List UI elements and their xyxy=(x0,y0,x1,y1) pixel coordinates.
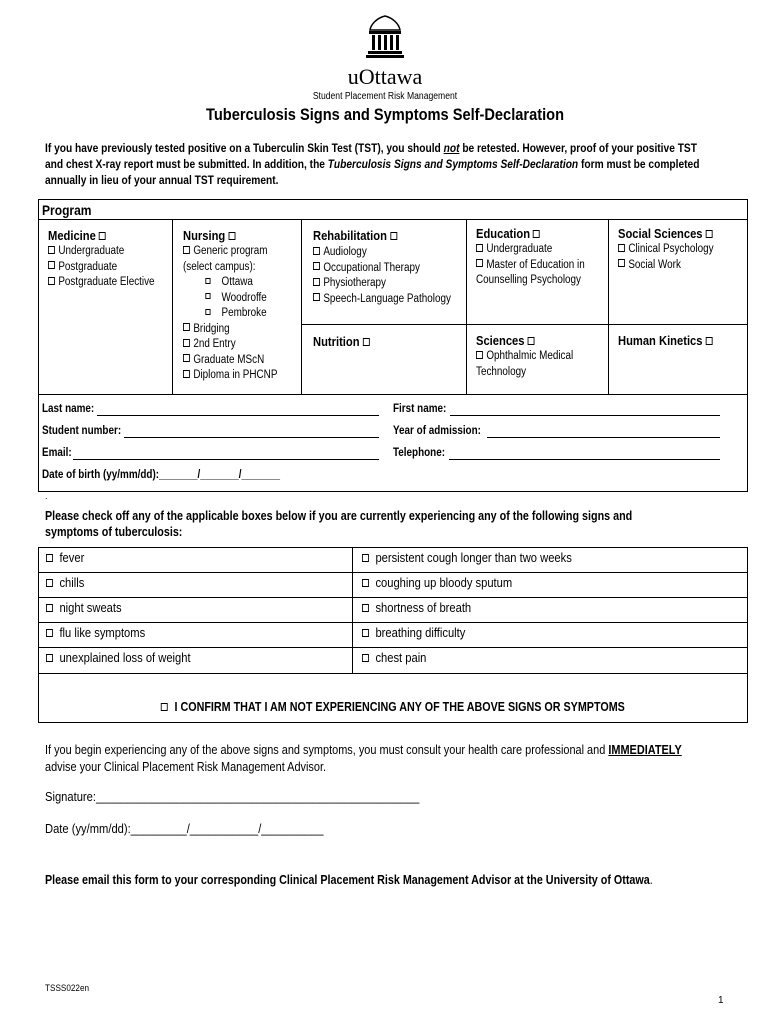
form-code: TSSS022en xyxy=(45,983,90,994)
intro-form-name: Tuberculosis Signs and Symptoms Self-Declaration xyxy=(327,157,579,171)
nutrition-header[interactable] xyxy=(313,334,373,349)
social-sciences-option[interactable] xyxy=(618,242,716,258)
option-label-continuation: Technology xyxy=(476,365,527,378)
medicine-option[interactable] xyxy=(48,244,155,260)
education-option[interactable] xyxy=(476,258,585,274)
program-divider-3 xyxy=(466,219,467,394)
student-number-label: Student number: xyxy=(42,425,122,437)
social-sciences-header[interactable] xyxy=(618,226,716,241)
program-grid-top xyxy=(38,219,748,220)
nursing-option[interactable] xyxy=(183,337,277,353)
option-label: Social Work xyxy=(628,258,681,271)
program-divider-4 xyxy=(608,219,609,394)
rehabilitation-option[interactable] xyxy=(313,261,451,277)
email-instruction-text: Please email this form to your corresponding Clinical Placement Risk Management Advisor at the University of Ottawa xyxy=(45,873,650,887)
select-campus-label: (select campus): xyxy=(183,260,256,273)
symptom-label: fever xyxy=(59,550,85,565)
program-mid-line-left xyxy=(301,324,466,325)
nutrition-label: Nutrition xyxy=(313,334,360,349)
sciences-column xyxy=(476,333,573,380)
rehabilitation-option[interactable] xyxy=(313,245,451,261)
email-field[interactable] xyxy=(73,459,379,460)
education-column xyxy=(476,226,585,289)
human-kinetics-checkbox[interactable] xyxy=(706,337,713,345)
checkbox[interactable] xyxy=(313,262,320,270)
rehabilitation-option[interactable] xyxy=(313,276,451,292)
last-name-field[interactable] xyxy=(97,415,379,416)
checkbox[interactable] xyxy=(46,579,53,587)
option-label: Master of Education in xyxy=(486,258,585,271)
symptoms-row-line xyxy=(38,673,748,674)
year-of-admission-label: Year of admission: xyxy=(393,425,481,437)
symptoms-row-line xyxy=(38,572,748,573)
symptom-label: persistent cough longer than two weeks xyxy=(375,550,572,565)
symptom-night-sweats[interactable] xyxy=(46,600,122,615)
nursing-header[interactable] xyxy=(183,228,277,243)
campus-label: Ottawa xyxy=(221,276,253,288)
telephone-label: Telephone: xyxy=(393,447,446,459)
checkbox[interactable] xyxy=(46,654,53,662)
medicine-column xyxy=(48,228,155,291)
checkbox[interactable] xyxy=(48,277,55,285)
advice-text-2: advise your Clinical Placement Risk Management Advisor. xyxy=(45,759,327,774)
checkbox[interactable] xyxy=(46,554,53,562)
last-name-label: Last name: xyxy=(42,403,95,415)
department-name: Student Placement Risk Management xyxy=(312,91,458,102)
intro-text-1: If you have previously tested positive on a Tuberculin Skin Test (TST), you should xyxy=(45,141,444,155)
checkbox[interactable] xyxy=(476,259,483,267)
option-label: Ophthalmic Medical xyxy=(486,350,574,362)
year-of-admission-field[interactable] xyxy=(487,437,720,438)
campus-option[interactable] xyxy=(183,275,277,291)
symptom-shortness-of-breath[interactable] xyxy=(362,600,471,615)
option-label: Generic program xyxy=(193,245,268,257)
social-sciences-column xyxy=(618,226,716,273)
symptoms-instruction: Please check off any of the applicable boxes below if you are currently experiencing any of the following signs and symptoms of tuberculosis: xyxy=(45,509,633,539)
email-label: Email: xyxy=(42,447,72,459)
nursing-option[interactable] xyxy=(183,353,277,369)
symptoms-col-divider xyxy=(352,547,353,673)
rehabilitation-column xyxy=(313,228,451,307)
rehabilitation-label: Rehabilitation xyxy=(313,228,387,243)
symptom-label: chest pain xyxy=(375,650,427,665)
education-checkbox[interactable] xyxy=(533,230,540,238)
first-name-label: First name: xyxy=(393,403,447,415)
social-sciences-checkbox[interactable] xyxy=(706,230,713,238)
logo-wordmark: uOttawa xyxy=(347,64,423,89)
checkbox[interactable] xyxy=(48,246,55,254)
intro-text-3: form must be completed annually in lieu of your annual TST requirement. xyxy=(45,157,700,187)
nutrition-checkbox[interactable] xyxy=(363,338,370,346)
checkbox[interactable] xyxy=(618,259,625,267)
program-grid-bottom xyxy=(38,394,748,395)
sciences-header[interactable] xyxy=(476,333,573,348)
checkbox[interactable] xyxy=(313,247,320,255)
program-mid-line-right xyxy=(466,324,748,325)
campus-option[interactable] xyxy=(183,306,277,322)
checkbox[interactable] xyxy=(618,244,625,252)
signature-field[interactable]: Signature:____________________________________________________ xyxy=(45,789,420,804)
advice-text-1: If you begin experiencing any of the above signs and symptoms, you must consult your health care professional and xyxy=(45,742,609,757)
rehabilitation-checkbox[interactable] xyxy=(390,232,397,240)
checkbox[interactable] xyxy=(183,354,190,362)
symptom-label: night sweats xyxy=(59,600,122,615)
option-label: Undergraduate xyxy=(58,245,125,257)
checkbox[interactable] xyxy=(362,629,369,637)
option-label-continuation: Counselling Psychology xyxy=(476,274,582,286)
medicine-label: Medicine xyxy=(48,228,96,243)
campus-label: Woodroffe xyxy=(221,291,267,304)
date-of-birth-field[interactable]: Date of birth (yy/mm/dd):_______/_______/_______ xyxy=(42,469,281,481)
checkbox[interactable] xyxy=(313,293,320,301)
education-label: Education xyxy=(476,226,531,241)
medicine-option[interactable] xyxy=(48,260,155,276)
page-title: Tuberculosis Signs and Symptoms Self-Declaration xyxy=(205,105,565,124)
symptom-label: chills xyxy=(59,575,85,590)
checkbox[interactable] xyxy=(183,370,190,378)
checkbox[interactable] xyxy=(46,604,53,612)
symptom-persistent-cough[interactable] xyxy=(362,550,572,565)
medicine-header[interactable] xyxy=(48,228,155,243)
option-label: Graduate MScN xyxy=(193,353,265,366)
checkbox[interactable] xyxy=(476,244,483,252)
telephone-field[interactable] xyxy=(449,459,720,460)
option-label: Occupational Therapy xyxy=(323,261,420,274)
sciences-option[interactable] xyxy=(476,349,573,365)
sciences-checkbox[interactable] xyxy=(528,337,535,345)
social-sciences-label: Social Sciences xyxy=(618,226,703,241)
symptom-chills[interactable] xyxy=(46,575,84,590)
confirm-label: I CONFIRM THAT I AM NOT EXPERIENCING ANY OF THE ABOVE SIGNS OR SYMPTOMS xyxy=(174,700,625,714)
symptoms-row-line xyxy=(38,597,748,598)
checkbox[interactable] xyxy=(205,278,210,284)
rehabilitation-option[interactable] xyxy=(313,292,451,308)
symptom-flu[interactable] xyxy=(46,625,145,640)
email-instruction xyxy=(45,873,653,887)
option-label: Clinical Psychology xyxy=(628,243,714,255)
symptoms-row-line xyxy=(38,647,748,648)
social-sciences-option[interactable] xyxy=(618,258,716,274)
checkbox[interactable] xyxy=(183,339,190,347)
checkbox[interactable] xyxy=(205,309,210,315)
option-label: Bridging xyxy=(193,322,230,335)
education-option[interactable] xyxy=(476,242,585,258)
confirm-no-symptoms[interactable] xyxy=(135,700,651,714)
intro-text-2: be retested. However, proof of your positive TST and chest X-ray report must be submitted. In addition, the xyxy=(45,141,697,171)
checkbox[interactable] xyxy=(48,261,55,269)
checkbox[interactable] xyxy=(362,579,369,587)
checkbox[interactable] xyxy=(362,604,369,612)
advice-paragraph xyxy=(45,741,713,775)
nursing-option-generic[interactable] xyxy=(183,244,277,260)
intro-paragraph xyxy=(45,140,712,188)
intro-emphasis-not: not xyxy=(443,141,460,155)
nursing-option[interactable] xyxy=(183,368,277,384)
student-number-field[interactable] xyxy=(124,437,379,438)
option-label: Undergraduate xyxy=(486,243,553,255)
program-divider-2 xyxy=(301,219,302,394)
symptom-label: coughing up bloody sputum xyxy=(375,575,513,590)
option-label: Speech-Language Pathology xyxy=(323,292,451,305)
program-divider-1 xyxy=(172,219,173,394)
medicine-checkbox[interactable] xyxy=(99,232,106,240)
uottawa-logo xyxy=(363,14,407,60)
option-label: Audiology xyxy=(323,246,367,258)
first-name-field[interactable] xyxy=(450,415,720,416)
symptom-bloody-sputum[interactable] xyxy=(362,575,512,590)
nursing-checkbox[interactable] xyxy=(228,232,235,240)
sciences-label: Sciences xyxy=(476,333,525,348)
page-number: 1 xyxy=(718,995,724,1006)
date-field[interactable]: Date (yy/mm/dd):_________/___________/__________ xyxy=(45,821,324,836)
advice-emphasis: IMMEDIATELY xyxy=(608,742,682,757)
program-heading: Program xyxy=(42,202,92,218)
human-kinetics-label: Human Kinetics xyxy=(618,333,703,348)
option-label: Physiotherapy xyxy=(323,277,386,289)
rehabilitation-header[interactable] xyxy=(313,228,451,243)
checkbox[interactable] xyxy=(183,246,190,254)
building-icon xyxy=(363,14,407,60)
option-label: Diploma in PHCNP xyxy=(193,369,278,381)
education-header[interactable] xyxy=(476,226,585,241)
option-label: Postgraduate Elective xyxy=(58,276,155,288)
checkbox[interactable] xyxy=(161,703,168,711)
campus-label: Pembroke xyxy=(221,307,267,319)
human-kinetics-header[interactable] xyxy=(618,333,716,348)
symptoms-row-line xyxy=(38,622,748,623)
symptom-breathing-difficulty[interactable] xyxy=(362,625,465,640)
symptom-label: breathing difficulty xyxy=(375,625,466,640)
nursing-label: Nursing xyxy=(183,228,226,243)
medicine-option[interactable] xyxy=(48,275,155,291)
checkbox[interactable] xyxy=(362,554,369,562)
email-instruction-period: . xyxy=(649,873,653,887)
stray-dot: . xyxy=(45,491,48,501)
symptom-chest-pain[interactable] xyxy=(362,650,426,665)
nursing-option[interactable] xyxy=(183,322,277,338)
checkbox[interactable] xyxy=(476,351,483,359)
option-label: 2nd Entry xyxy=(193,338,236,350)
option-label: Postgraduate xyxy=(58,260,118,273)
nursing-column xyxy=(183,228,277,384)
checkbox[interactable] xyxy=(313,278,320,286)
symptom-label: shortness of breath xyxy=(375,600,472,615)
checkbox[interactable] xyxy=(205,293,210,299)
symptom-label: flu like symptoms xyxy=(59,625,146,640)
symptom-label: unexplained loss of weight xyxy=(59,650,191,665)
checkbox[interactable] xyxy=(362,654,369,662)
symptom-fever[interactable] xyxy=(46,550,84,565)
symptom-weight-loss[interactable] xyxy=(46,650,191,665)
campus-option[interactable] xyxy=(183,291,277,307)
checkbox[interactable] xyxy=(46,629,53,637)
checkbox[interactable] xyxy=(183,323,190,331)
